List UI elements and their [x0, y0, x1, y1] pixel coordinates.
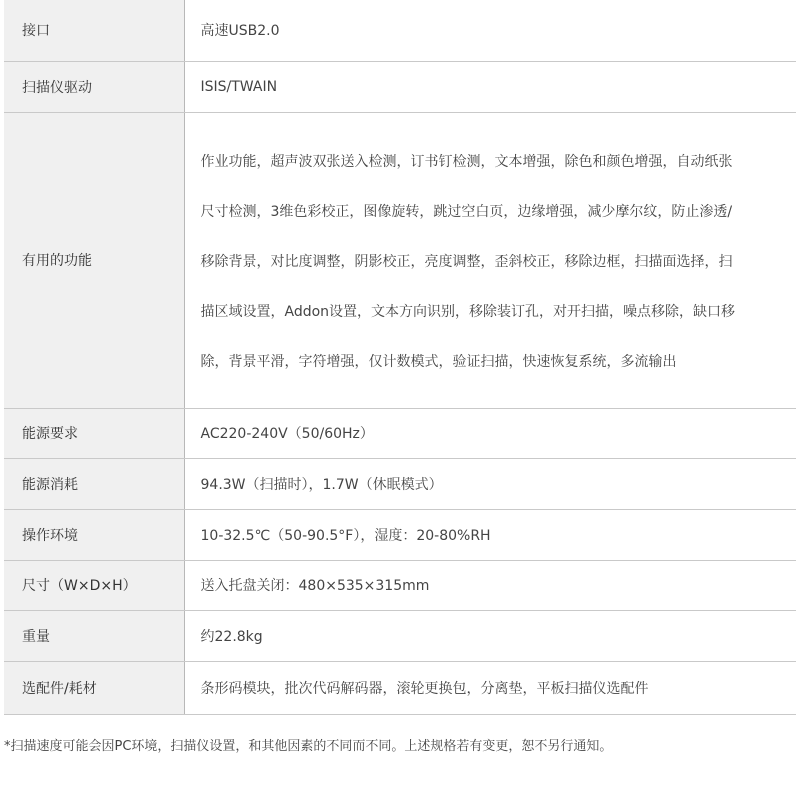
row-label-dimensions: 尺寸（W×D×H）: [4, 560, 184, 610]
row-value-power-consumption: 94.3W（扫描时），1.7W（休眠模式）: [184, 458, 796, 509]
row-value-environment: 10-32.5℃（50-90.5°F），湿度：20-80%RH: [184, 509, 796, 560]
table-row: [4, 112, 796, 408]
row-value-options: 条形码模块，批次代码解码器，滚轮更换包，分离垫，平板扫描仪选配件: [184, 661, 796, 714]
row-value-weight: 约22.8kg: [184, 610, 796, 661]
table-row: [4, 610, 796, 661]
row-label-weight: 重量: [4, 610, 184, 661]
footnote: *扫描速度可能会因PC环境，扫描仪设置，和其他因素的不同而不同。上述规格若有变更，恕不另行通知。: [4, 739, 613, 754]
row-value-interface: 高速USB2.0: [184, 0, 796, 61]
table-row: [4, 509, 796, 560]
row-value-dimensions: 送入托盘关闭：480×535×315mm: [184, 560, 796, 610]
table-row: [4, 61, 796, 112]
table-row: [4, 560, 796, 610]
row-label-interface: 接口: [4, 0, 184, 61]
row-label-environment: 操作环境: [4, 509, 184, 560]
row-label-power-requirement: 能源要求: [4, 408, 184, 458]
row-value-features: 作业功能，超声波双张送入检测，订书钉检测，文本增强，除色和颜色增强，自动纸张尺寸检测，3维色彩校正，图像旋转，跳过空白页，边缘增强，减少摩尔纹，防止渗透/移除背景，对比度调整，阴影校正，亮度调整，歪斜校正，移除边框，扫描面选择，扫描区域设置，Addon设置，文本方向识别，移除装订孔，对开扫描，噪点移除，缺口移除，背景平滑，字符增强，仅计数模式，验证扫描，快速恢复系统，多流输出: [200, 154, 736, 370]
spec-table: [4, 0, 796, 715]
row-value-power-requirement: AC220-240V（50/60Hz）: [184, 408, 796, 458]
table-row: [4, 408, 796, 458]
row-label-features: 有用的功能: [4, 112, 184, 408]
row-label-power-consumption: 能源消耗: [4, 458, 184, 509]
row-value-driver: ISIS/TWAIN: [184, 61, 796, 112]
table-row: [4, 0, 796, 61]
table-row: [4, 458, 796, 509]
row-label-options: 选配件/耗材: [4, 661, 184, 714]
row-label-driver: 扫描仪驱动: [4, 61, 184, 112]
table-row: [4, 661, 796, 714]
